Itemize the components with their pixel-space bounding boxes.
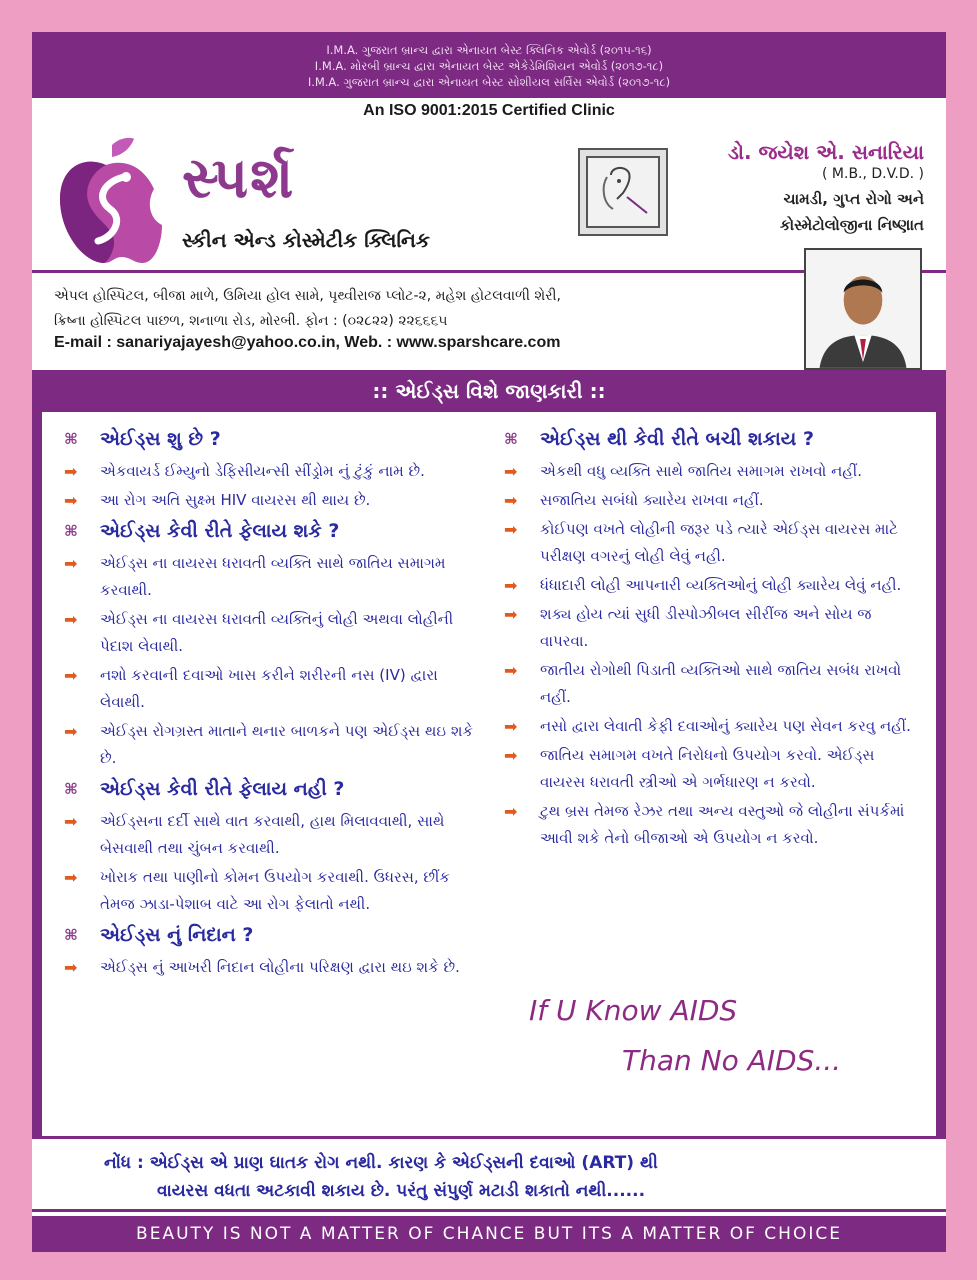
list-item bbox=[64, 718, 484, 772]
section-title: એઈડ્સ કેવી રીતે ફેલાય નહી ? bbox=[100, 778, 345, 800]
item-text: ધંધાદારી લોહી આપનારી વ્યક્તિઓનું લોહી ક્યારેય લેવું નહી. bbox=[540, 576, 902, 594]
note-line1: નોંધ : એઈડ્સ એ પ્રાણ ઘાતક રોગ નથી. કારણ કે એઈડ્સની દવાઓ (ART) થી bbox=[104, 1153, 658, 1173]
item-text: નશો કરવાની દવાઓ ખાસ કરીને શરીરની નસ (IV) દ્વારા લેવાથી. bbox=[100, 666, 438, 711]
arrow-right-icon: ➡ bbox=[504, 746, 518, 765]
arrow-right-icon: ➡ bbox=[504, 462, 518, 481]
left-column bbox=[64, 422, 484, 983]
award-line: I.M.A. ગુજરાત બ્રાન્ચ દ્વારા એનાયત બેસ્ટ ક્લિનિક એવોર્ડ (૨૦૧૫-૧૬) bbox=[326, 43, 652, 57]
arrow-right-icon: ➡ bbox=[504, 491, 518, 510]
list-item bbox=[504, 601, 924, 655]
helm-symbol-icon: ⌘ bbox=[504, 430, 518, 448]
note-line2: વાયરસ વધતા અટકાવી શકાય છે. પરંતુ સંપુર્ણ મટાડી શકાતો નથી...... bbox=[157, 1181, 646, 1201]
item-text: આ રોગ અતિ સુક્ષ્મ HIV વાયરસ થી થાય છે. bbox=[100, 491, 371, 509]
arrow-right-icon: ➡ bbox=[64, 610, 78, 629]
list-item bbox=[504, 572, 924, 599]
list-item bbox=[504, 458, 924, 485]
item-text: કોઈપણ વખતે લોહીની જરૂર પડે ત્યારે એઈડ્સ વાયરસ માટે પરીક્ષણ વગરનું લોહી લેવું નહી. bbox=[540, 520, 898, 565]
helm-symbol-icon: ⌘ bbox=[64, 430, 78, 448]
list-item bbox=[504, 657, 924, 711]
item-text: એકથી વધુ વ્યક્તિ સાથે જાતિય સમાગમ રાખવો નહીં. bbox=[540, 462, 862, 480]
section bbox=[64, 520, 484, 772]
address-line2: ક્રિષ્ના હોસ્પિટલ પાછળ, શનાળા રોડ, મોરબી. ફોન : (૦૨૮૨૨) ૨૨૬૬૬૫ bbox=[54, 313, 448, 329]
item-text: એઈડ્સ રોગગ્રસ્ત માતાને થનાર બાળકને પણ એઈડ્સ થઇ શકે છે. bbox=[100, 722, 473, 767]
item-text: ખોરાક તથા પાણીનો કોમન ઉપયોગ કરવાથી. ઉધરસ, છીંક તેમજ ઝાડા-પેશાબ વાટે આ રોગ ફેલાતો નથી. bbox=[100, 868, 450, 913]
list-item bbox=[504, 487, 924, 514]
info-heading: :: એઈડ્સ વિશે જાણકારી :: bbox=[32, 370, 946, 412]
item-text: જાતિય સમાગમ વખતે નિરોધનો ઉપયોગ કરવો. એઈડ્સ વાયરસ ધરાવતી સ્ત્રીઓ એ ગર્ભધારણ ન કરવો. bbox=[540, 746, 875, 791]
apple-logo-icon bbox=[54, 137, 164, 267]
doctor-name: ડો. જયેશ એ. સનારિયા bbox=[727, 140, 924, 164]
item-text: ટુથ બ્રસ તેમજ રેઝર તથા અન્ય વસ્તુઓ જે લોહીના સંપર્કમાં આવી શકે તેનો બીજાઓ એ ઉપયોગ ન કરવો. bbox=[540, 802, 905, 847]
doctor-photo bbox=[804, 248, 922, 370]
section-title: એઈડ્સ કેવી રીતે ફેલાય શકે ? bbox=[100, 520, 340, 542]
section bbox=[64, 778, 484, 918]
item-text: એઈડ્સ ના વાયરસ ધરાવતી વ્યક્તિનું લોહી અથવા લોહીની પેદાશ લેવાથી. bbox=[100, 610, 454, 655]
list-item bbox=[504, 713, 924, 740]
left-border-strip bbox=[32, 412, 42, 1136]
item-text: જાતીય રોગોથી પિડાતી વ્યક્તિઓ સાથે જાતિય સબંધ રાખવો નહીં. bbox=[540, 661, 902, 706]
poster bbox=[32, 32, 946, 1252]
list-item bbox=[64, 487, 484, 514]
footer-tagline: BEAUTY IS NOT A MATTER OF CHANCE BUT ITS A MATTER OF CHOICE bbox=[32, 1216, 946, 1252]
helm-symbol-icon: ⌘ bbox=[64, 780, 78, 798]
list-item bbox=[504, 742, 924, 796]
note-box bbox=[32, 1136, 946, 1212]
section-title: એઈડ્સ શુ છે ? bbox=[100, 428, 221, 450]
list-item bbox=[64, 550, 484, 604]
arrow-right-icon: ➡ bbox=[504, 520, 518, 539]
arrow-right-icon: ➡ bbox=[504, 717, 518, 736]
helm-symbol-icon: ⌘ bbox=[64, 522, 78, 540]
iso-certification: An ISO 9001:2015 Certified Clinic bbox=[363, 102, 615, 119]
doctor-degree: ( M.B., D.V.D. ) bbox=[822, 166, 924, 182]
helm-symbol-icon: ⌘ bbox=[64, 926, 78, 944]
item-text: શક્ય હોય ત્યાં સુધી ડીસ્પોઝીબલ સીરીંજ અને સોય જ વાપરવા. bbox=[540, 605, 872, 650]
list-item bbox=[504, 516, 924, 570]
arrow-right-icon: ➡ bbox=[64, 722, 78, 741]
item-text: એઈડ્સના દર્દી સાથે વાત કરવાથી, હાથ મિલાવવાથી, સાથે બેસવાથી તથા ચુંબન કરવાથી. bbox=[100, 812, 445, 857]
awards-bar bbox=[32, 32, 946, 98]
arrow-right-icon: ➡ bbox=[64, 462, 78, 481]
right-column bbox=[504, 422, 924, 854]
arrow-right-icon: ➡ bbox=[504, 605, 518, 624]
arrow-right-icon: ➡ bbox=[64, 958, 78, 977]
arrow-right-icon: ➡ bbox=[504, 802, 518, 821]
arrow-right-icon: ➡ bbox=[64, 554, 78, 573]
arrow-right-icon: ➡ bbox=[504, 661, 518, 680]
section bbox=[64, 428, 484, 514]
item-text: નસો દ્વારા લેવાતી કેફી દવાઓનું ક્યારેય પણ સેવન કરવુ નહીં. bbox=[540, 717, 911, 735]
list-item bbox=[64, 662, 484, 716]
list-item bbox=[64, 808, 484, 862]
clinic-subtitle: સ્કીન એન્ડ કોસ્મેટીક ક્લિનિક bbox=[182, 228, 431, 252]
doctor-specialty-line1: ચામડી, ગુપ્ત રોગો અને bbox=[783, 190, 924, 208]
item-text: એકવાયર્ડ ઈમ્યુનો ડેફિસીયન્સી સીંડ્રોમ નું ટુંકું નામ છે. bbox=[100, 462, 425, 480]
section-title: એઈડ્સ થી કેવી રીતે બચી શકાય ? bbox=[540, 428, 814, 450]
right-border-strip bbox=[936, 412, 946, 1136]
list-item bbox=[504, 798, 924, 852]
face-stamp-icon bbox=[577, 147, 669, 237]
arrow-right-icon: ➡ bbox=[64, 666, 78, 685]
item-text: એઈડ્સ નું આખરી નિદાન લોહીના પરિક્ષણ દ્વારા થઇ શકે છે. bbox=[100, 958, 460, 976]
slogan-line1: If U Know AIDS bbox=[529, 994, 738, 1027]
list-item bbox=[64, 864, 484, 918]
section bbox=[504, 428, 924, 852]
list-item bbox=[64, 954, 484, 981]
address-line1: એપલ હોસ્પિટલ, બીજા માળે, ઉમિયા હોલ સામે, પૃથ્વીરાજ પ્લોટ-૨, મહેશ હોટલવાળી શેરી, bbox=[54, 288, 561, 304]
arrow-right-icon: ➡ bbox=[504, 576, 518, 595]
list-item bbox=[64, 606, 484, 660]
item-text: સજાતિય સબંધો ક્યારેય રાખવા નહીં. bbox=[540, 491, 764, 509]
arrow-right-icon: ➡ bbox=[64, 812, 78, 831]
contact-line: E-mail : sanariyajayesh@yahoo.co.in, Web. : www.sparshcare.com bbox=[54, 334, 561, 351]
section bbox=[64, 924, 484, 981]
award-line: I.M.A. મોરબી બ્રાન્ચ દ્વારા એનાયત બેસ્ટ એકેડેમિશિયન એવોર્ડ (૨૦૧૭-૧૮) bbox=[314, 59, 664, 73]
arrow-right-icon: ➡ bbox=[64, 868, 78, 887]
slogan-line2: Than No AIDS... bbox=[622, 1044, 842, 1077]
arrow-right-icon: ➡ bbox=[64, 491, 78, 510]
item-text: એઈડ્સ ના વાયરસ ધરાવતી વ્યક્તિ સાથે જાતિય સમાગમ કરવાથી. bbox=[100, 554, 446, 599]
list-item bbox=[64, 458, 484, 485]
award-line: I.M.A. ગુજરાત બ્રાન્ચ દ્વારા એનાયત બેસ્ટ સોશીયલ સર્વિસ એવોર્ડ (૨૦૧૭-૧૮) bbox=[307, 75, 671, 89]
section-title: એઈડ્સ નું નિદાન ? bbox=[100, 924, 254, 946]
clinic-name: સ્પર્શ bbox=[182, 146, 296, 211]
doctor-specialty-line2: કોસ્મેટોલોજીના નિષ્ણાત bbox=[779, 216, 924, 234]
